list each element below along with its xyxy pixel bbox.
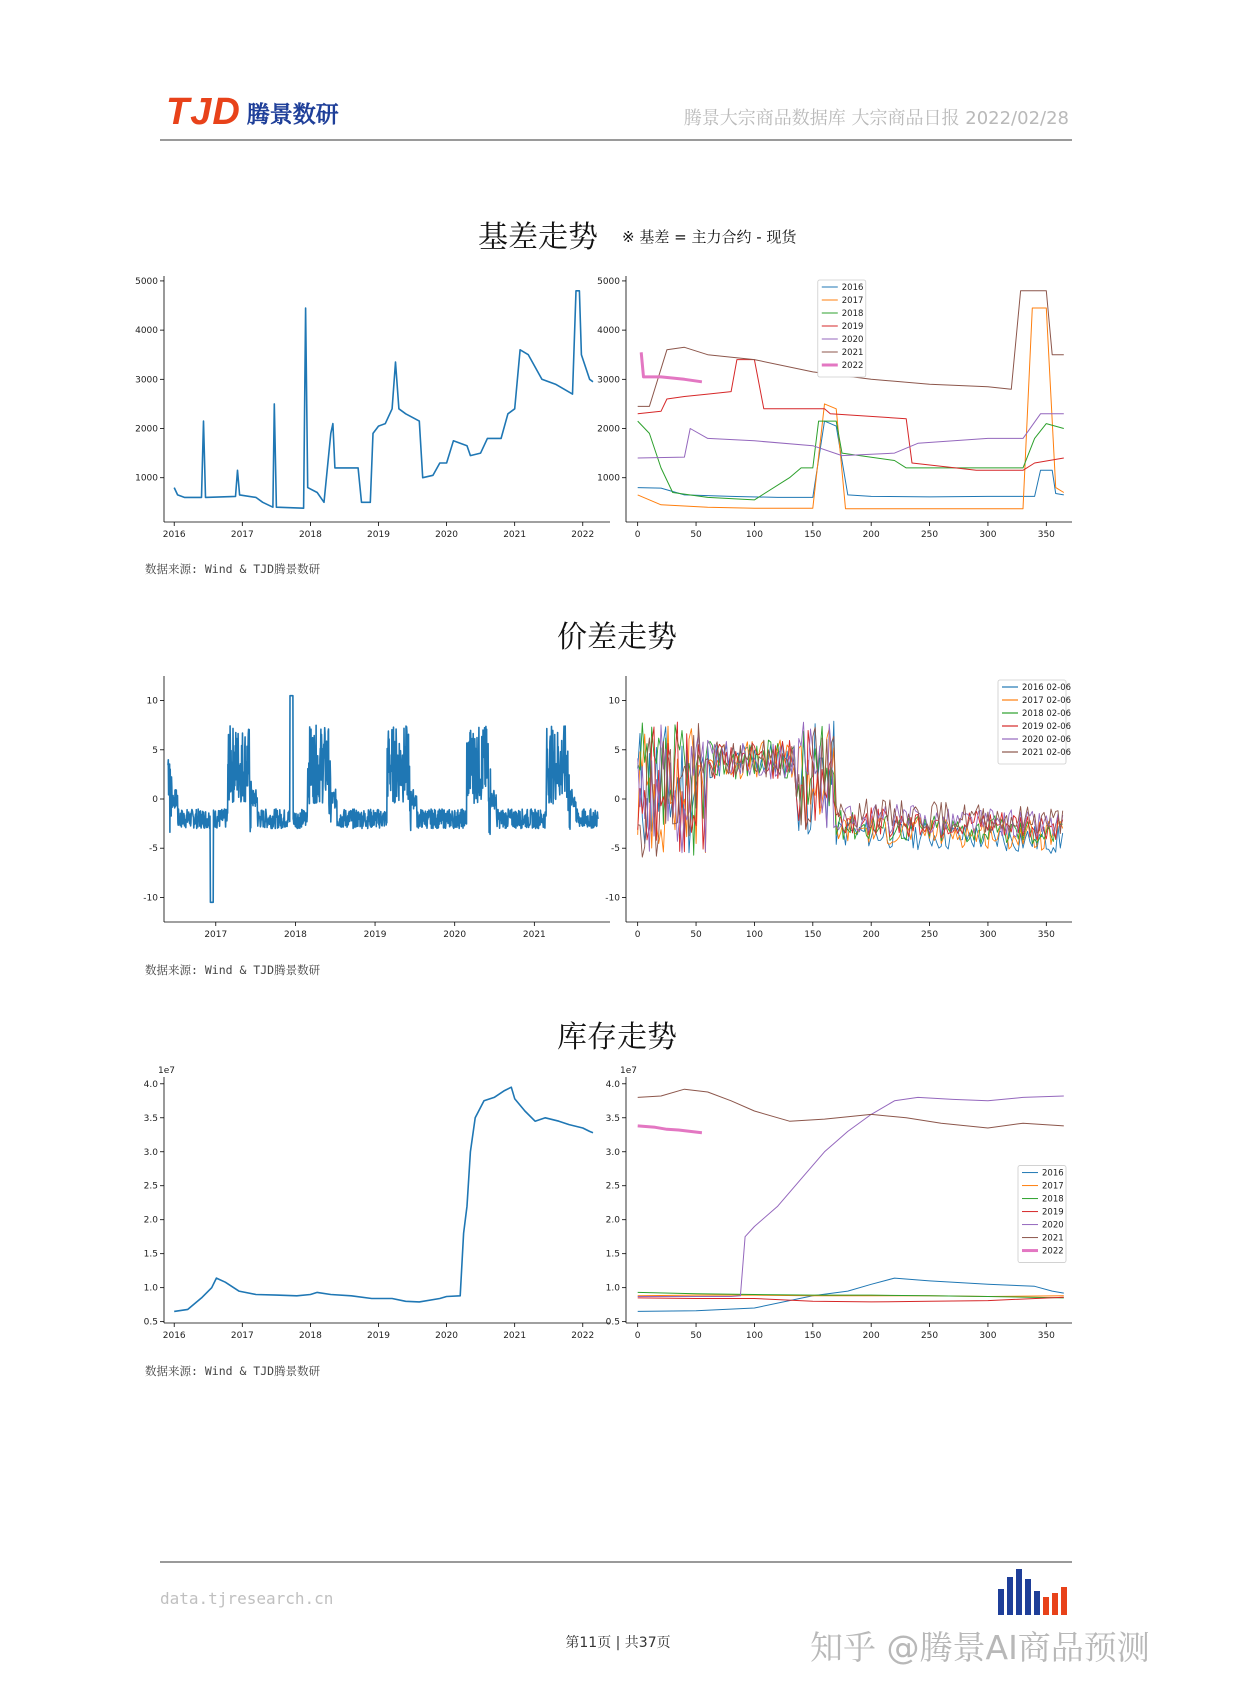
series-line-2016 [638,421,1064,497]
x-tick-label: 2022 [571,530,595,540]
x-tick-label: 100 [745,930,764,940]
x-tick-label: 150 [804,530,822,540]
series-line-2019 [638,1297,1064,1302]
y-tick-label: 3000 [597,375,620,386]
x-tick-label: 200 [862,930,880,940]
y-tick-label: 0 [614,795,620,805]
x-tick-label: 2018 [283,930,307,940]
y-scale-label: 1e7 [620,1066,637,1076]
y-tick-label: 1000 [135,473,158,484]
y-tick-label: 5 [614,745,620,756]
section-title-spread: 价差走势 [557,620,677,655]
y-tick-label: 3000 [135,375,158,386]
y-tick-label: 2000 [597,424,620,435]
series-line-2020 [638,414,1064,458]
x-tick-label: 250 [920,930,939,940]
legend-label: 2018 [1042,1194,1064,1205]
legend-label: 2020 02-06 [1022,735,1072,745]
y-tick-label: 5000 [597,276,620,287]
legend-label: 2017 02-06 [1022,696,1072,706]
legend-label: 2016 02-06 [1022,683,1072,693]
logo-text: 腾景数研 [246,101,339,128]
spread-timeseries-chart [138,662,618,962]
legend-label: 2022 [841,361,864,371]
inventory-seasonal-chart [600,1063,1080,1363]
y-tick-label: -5 [149,844,158,855]
x-tick-label: 100 [745,1331,764,1341]
x-tick-label: 0 [634,1331,641,1341]
x-tick-label: 250 [920,530,939,540]
x-tick-label: 200 [862,530,880,540]
header-divider [160,139,1072,141]
y-tick-label: 1.0 [605,1283,620,1294]
y-tick-label: 4.0 [143,1079,158,1090]
x-tick-label: 50 [690,1331,702,1341]
section-title-basis: 基差走势 [478,220,598,255]
basis-timeseries-chart [135,262,618,562]
y-tick-label: 3.5 [143,1113,158,1124]
y-tick-label: 2000 [135,424,158,435]
watermark: 知乎 @腾景AI商品预测 [810,1628,1150,1667]
source-note-spread: 数据来源: Wind & TJD腾景数研 [145,963,321,977]
x-tick-label: 2022 [571,1331,595,1341]
y-scale-label: 1e7 [158,1066,175,1076]
x-tick-label: 350 [1037,530,1055,540]
y-tick-label: 4000 [135,326,158,337]
x-tick-label: 300 [979,530,997,540]
x-tick-label: 300 [979,930,997,940]
x-tick-label: 2017 [230,530,254,540]
y-tick-label: 1.0 [143,1283,158,1294]
legend-label: 2016 [841,283,864,293]
x-tick-label: 2018 [298,530,322,540]
series-line-main [174,291,593,508]
source-note-inventory: 数据来源: Wind & TJD腾景数研 [145,1364,321,1378]
x-tick-label: 2021 [503,1331,527,1341]
y-tick-label: -10 [605,893,620,904]
footer-url[interactable]: data.tjresearch.cn [160,1589,334,1608]
legend-label: 2019 [1042,1207,1064,1218]
x-tick-label: 150 [804,930,822,940]
y-tick-label: 4000 [597,326,620,337]
x-tick-label: 0 [634,530,641,540]
y-tick-label: 5 [152,745,158,756]
legend-label: 2019 02-06 [1022,722,1072,732]
x-tick-label: 2019 [367,1331,390,1341]
spread-seasonal-chart [600,662,1080,962]
x-tick-label: 100 [745,530,764,540]
x-tick-label: 250 [920,1331,939,1341]
x-tick-label: 2020 [443,930,467,940]
x-tick-label: 2019 [363,930,387,940]
x-tick-label: 2021 [503,530,527,540]
inventory-timeseries-chart [138,1063,618,1363]
y-tick-label: 1000 [597,473,620,484]
legend-label: 2018 02-06 [1022,709,1072,719]
y-tick-label: 1.5 [143,1249,158,1260]
x-tick-label: 2017 [204,930,228,940]
legend-label: 2017 [1042,1181,1064,1192]
series-line-2021 [638,1089,1064,1128]
y-tick-label: -10 [143,893,158,904]
x-tick-label: 0 [634,930,641,940]
x-tick-label: 2016 [162,1331,186,1341]
x-tick-label: 2016 [162,530,186,540]
footer-divider [160,1561,1072,1563]
x-tick-label: 2020 [435,530,459,540]
legend-label: 2019 [841,322,864,332]
legend-label: 2020 [1042,1220,1064,1231]
y-tick-label: 10 [608,696,620,707]
bar-logo-icon [996,1567,1068,1617]
y-tick-label: 10 [146,696,158,707]
legend-label: 2020 [841,335,864,345]
y-tick-label: 3.5 [605,1113,620,1124]
x-tick-label: 2021 [522,930,546,940]
y-tick-label: 2.5 [143,1181,158,1192]
x-tick-label: 200 [862,1331,880,1341]
x-tick-label: 2018 [298,1331,322,1341]
legend-label: 2022 [1042,1246,1064,1257]
section-note-basis: ※ 基差 = 主力合约 - 现货 [622,228,797,246]
series-line-main [174,1087,593,1311]
y-tick-label: 2.5 [605,1181,620,1192]
x-tick-label: 2019 [367,530,390,540]
company-logo [166,92,339,132]
x-tick-label: 50 [690,930,702,940]
y-tick-label: 4.0 [605,1079,620,1090]
x-tick-label: 150 [804,1331,822,1341]
legend-label: 2021 [1042,1233,1064,1244]
y-tick-label: 2.0 [605,1215,620,1226]
page-number: 第11页 | 共37页 [565,1635,671,1651]
y-tick-label: 0.5 [143,1317,158,1328]
y-tick-label: 1.5 [605,1249,620,1260]
y-tick-label: 5000 [135,276,158,287]
series-line-2018 [638,421,1064,500]
legend-label: 2018 [841,309,864,319]
x-tick-label: 350 [1037,1331,1055,1341]
legend-label: 2021 [841,348,864,358]
report-header-title: 腾景大宗商品数据库 大宗商品日报 2022/02/28 [683,108,1069,129]
legend-label: 2021 02-06 [1022,748,1072,758]
series-line-2022 [641,352,702,382]
y-tick-label: 3.0 [143,1147,158,1158]
y-tick-label: 2.0 [143,1215,158,1226]
series-line-main [168,696,598,903]
x-tick-label: 350 [1037,930,1055,940]
logo-mark: TJD [166,90,241,133]
x-tick-label: 300 [979,1331,997,1341]
y-tick-label: 0 [152,795,158,805]
x-tick-label: 2017 [230,1331,254,1341]
legend-label: 2016 [1042,1168,1064,1179]
y-tick-label: -5 [611,844,620,855]
x-tick-label: 50 [690,530,702,540]
basis-seasonal-chart [597,262,1080,562]
source-note-basis: 数据来源: Wind & TJD腾景数研 [145,562,321,576]
y-tick-label: 0.5 [605,1317,620,1328]
section-title-inventory: 库存走势 [557,1020,677,1055]
y-tick-label: 3.0 [605,1147,620,1158]
series-line-2022 [638,1126,702,1133]
x-tick-label: 2020 [435,1331,459,1341]
legend-label: 2017 [841,296,864,306]
